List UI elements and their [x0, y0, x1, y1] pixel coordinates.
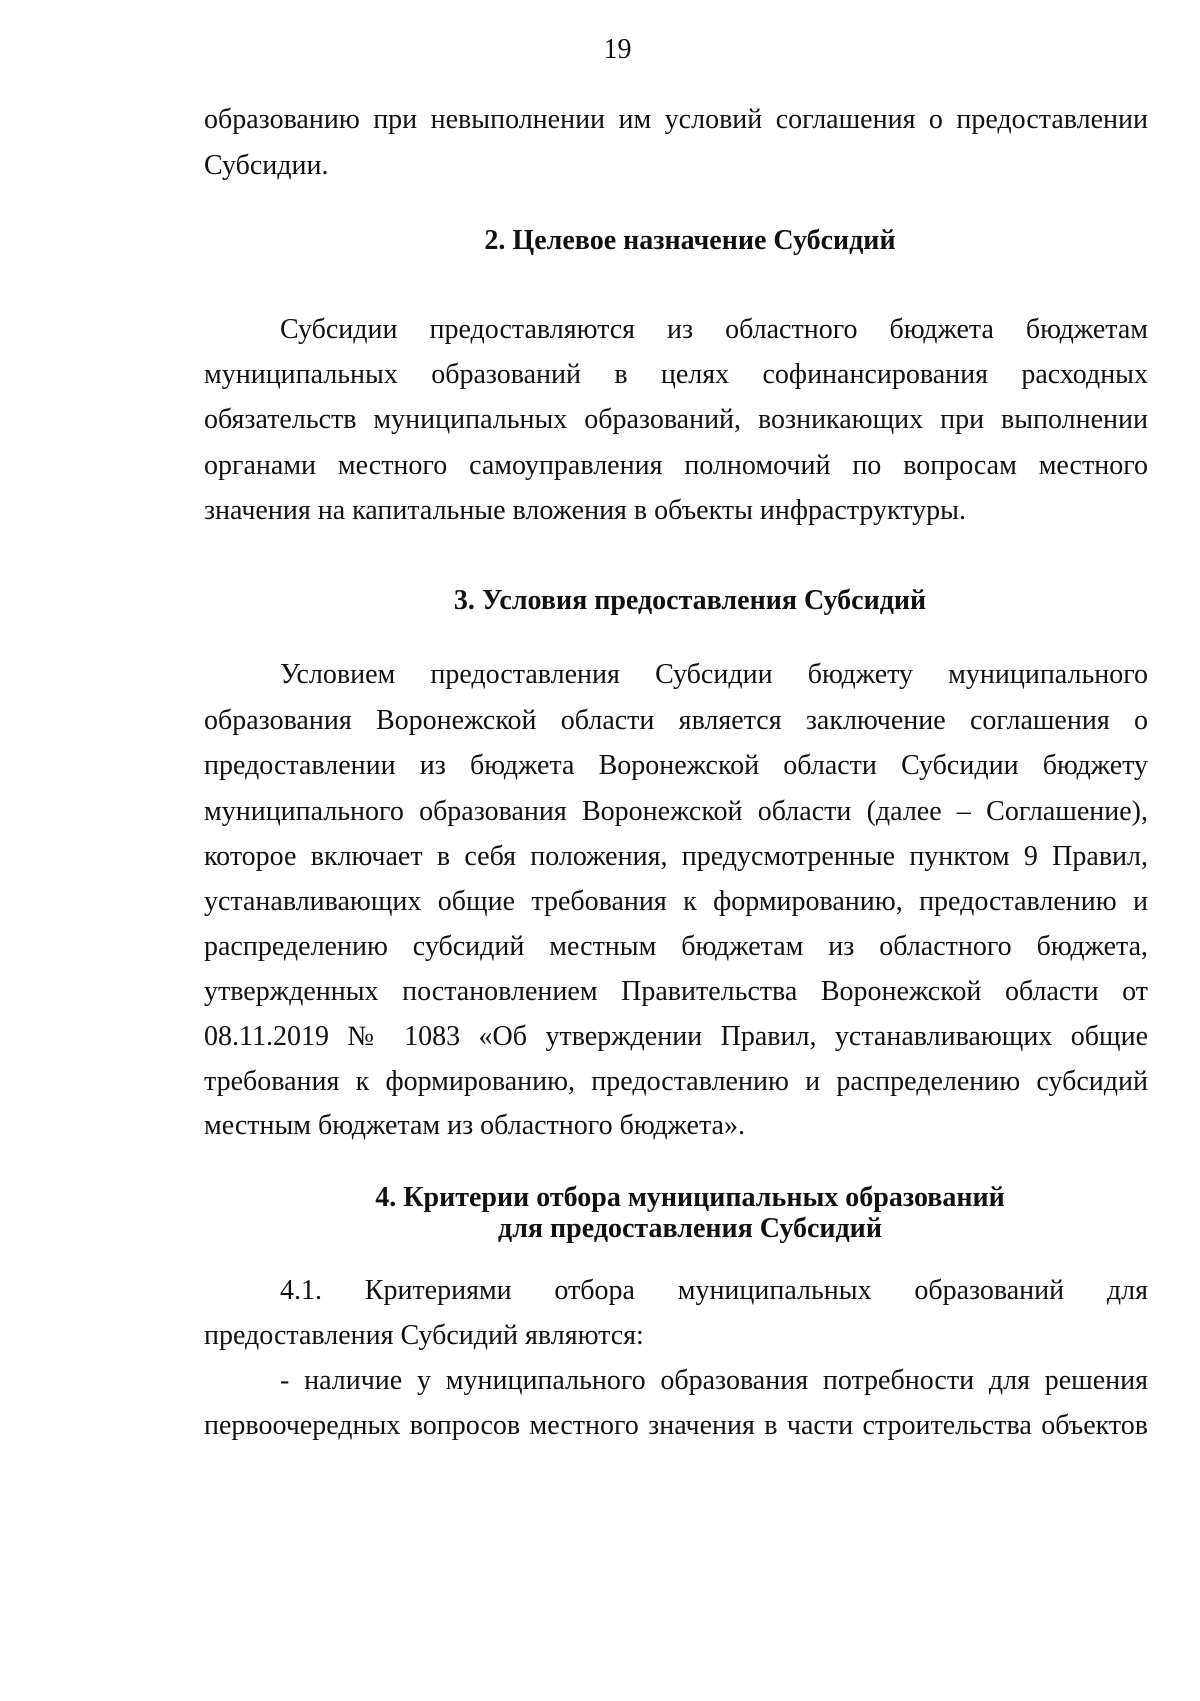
paragraph-line: Субсидии предоставляются из областного бюджета бюджетам — [280, 314, 1148, 345]
paragraph-line: образования Воронежской области является заключение соглашения о — [204, 705, 1148, 736]
paragraph-line: Субсидии. — [204, 150, 329, 181]
paragraph-line: значения на капитальные вложения в объекты инфраструктуры. — [204, 495, 966, 526]
paragraph-line: которое включает в себя положения, предусмотренные пунктом 9 Правил, — [204, 841, 1148, 872]
paragraph-line: местным бюджетам из областного бюджета». — [204, 1110, 745, 1141]
section-heading-4-line-2: для предоставления Субсидий — [498, 1213, 882, 1244]
paragraph-line: требования к формированию, предоставлению и распределению субсидий — [204, 1066, 1148, 1097]
paragraph-line: органами местного самоуправления полномочий по вопросам местного — [204, 450, 1148, 481]
paragraph-line: утвержденных постановлением Правительства Воронежской области от — [204, 976, 1148, 1007]
page-number: 19 — [603, 34, 632, 65]
paragraph-line: предоставлении из бюджета Воронежской области Субсидии бюджету — [204, 750, 1148, 781]
section-heading-2: 2. Целевое назначение Субсидий — [484, 225, 896, 256]
paragraph-line: распределению субсидий местным бюджетам из областного бюджета, — [204, 931, 1148, 962]
paragraph-line: Условием предоставления Субсидии бюджету муниципального — [280, 659, 1148, 690]
paragraph-line: первоочередных вопросов местного значения в части строительства объектов — [204, 1410, 1148, 1441]
paragraph-line: устанавливающих общие требования к формированию, предоставлению и — [204, 886, 1148, 917]
paragraph-line: муниципальных образований в целях софинансирования расходных — [204, 359, 1148, 390]
paragraph-line: образованию при невыполнении им условий соглашения о предоставлении — [204, 104, 1148, 135]
section-heading-4-line-1: 4. Критерии отбора муниципальных образований — [375, 1182, 1005, 1213]
paragraph-line: муниципального образования Воронежской области (далее – Соглашение), — [204, 796, 1148, 827]
paragraph-line: обязательств муниципальных образований, возникающих при выполнении — [204, 404, 1148, 435]
paragraph-line: 4.1. Критериями отбора муниципальных образований для — [280, 1275, 1148, 1306]
paragraph-line: 08.11.2019 № 1083 «Об утверждении Правил, устанавливающих общие — [204, 1021, 1148, 1052]
paragraph-line: предоставления Субсидий являются: — [204, 1320, 644, 1351]
paragraph-line: - наличие у муниципального образования потребности для решения — [280, 1365, 1148, 1396]
section-heading-3: 3. Условия предоставления Субсидий — [453, 585, 927, 616]
